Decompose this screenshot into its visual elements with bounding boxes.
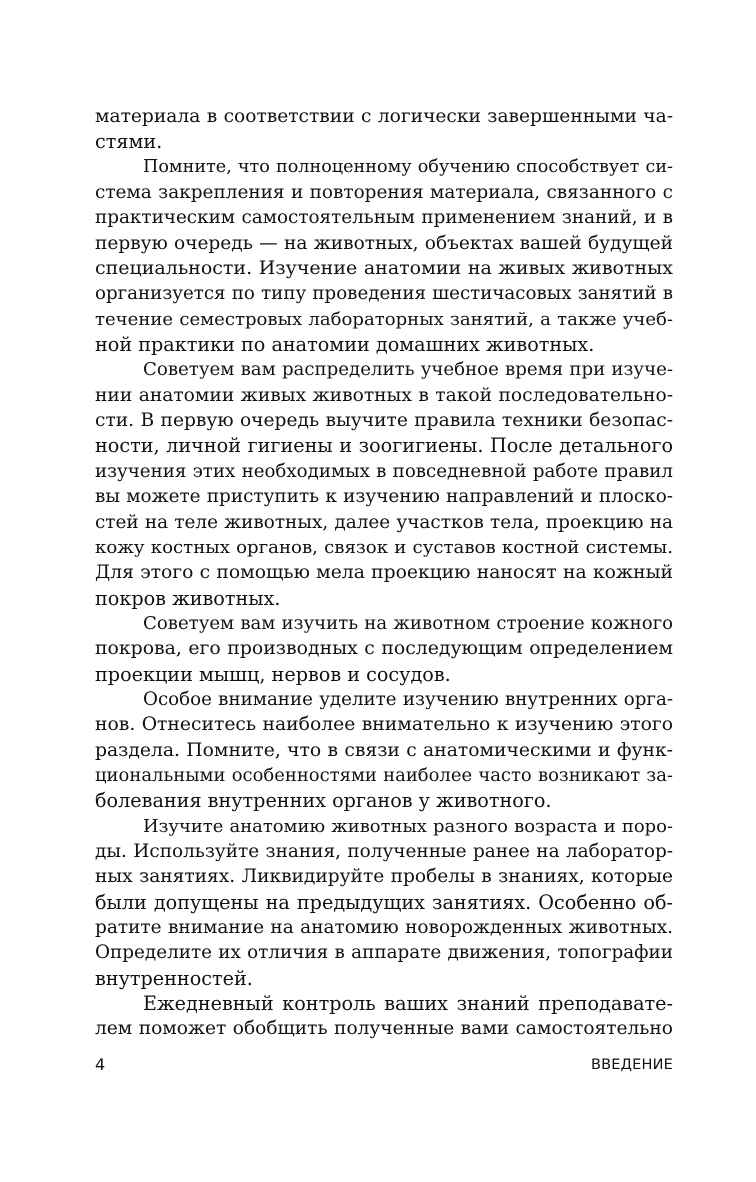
text-line: ности, личной гигиены и зоогигиены. После детального	[95, 434, 673, 458]
page-number: 4	[95, 1055, 106, 1074]
text-line: ратите внимание на анатомию новорожденных животных.	[95, 917, 673, 938]
text-line: циональными особенностями наиболее часто возникают за-	[95, 764, 673, 786]
paragraph	[95, 357, 673, 610]
text-line: болевания внутренних органов у животного.	[95, 789, 552, 813]
paragraph	[95, 611, 673, 687]
text-line: Изучите анатомию животных разного возраста и поро-	[143, 815, 673, 837]
text-line: практическим самостоятельным применением знаний, и в	[95, 207, 673, 229]
text-line: стема закрепления и повторения материала, связанного с	[95, 182, 673, 204]
text-line: ных занятиях. Ликвидируйте пробелы в знаниях, которые	[95, 866, 673, 888]
paragraph	[95, 687, 673, 814]
text-line: изучения этих необходимых в повседневной работе правил	[95, 460, 673, 482]
text-line: проекции мышц, нервов и сосудов.	[95, 662, 451, 686]
body-text	[95, 104, 673, 1042]
text-line: покрова, его производных с последующим определением	[95, 638, 673, 660]
text-line: лем поможет обобщить полученные вами самостоятельно	[95, 1018, 673, 1040]
text-line: раздела. Помните, что в связи с анатомическими и функ-	[95, 739, 673, 761]
page-footer	[95, 1055, 673, 1077]
text-line: покров животных.	[95, 586, 281, 610]
text-line: первую очередь — на животных, объектах вашей будущей	[95, 232, 673, 254]
text-line: Помните, что полноценному обучению способствует си-	[143, 156, 673, 177]
text-line: стями.	[95, 130, 163, 154]
running-head: ВВЕДЕНИЕ	[590, 1057, 673, 1073]
text-line: Для этого с помощью мела проекцию наносят на кожный	[95, 562, 673, 584]
text-line: Ежедневный контроль ваших знаний преподавате-	[143, 992, 673, 1016]
text-line: вы можете приступить к изучению направлений и плоско-	[95, 486, 673, 508]
text-line: были допущены на предыдущих занятиях. Особенно об-	[95, 890, 673, 914]
text-line: Особое внимание уделите изучению внутренних орга-	[143, 688, 673, 710]
text-line: Советуем вам распределить учебное время при изуче-	[143, 359, 673, 381]
paragraph	[95, 155, 673, 358]
text-line: материала в соответствии с логически завершенными ча-	[95, 106, 673, 127]
text-line: нов. Отнеситесь наиболее внимательно к изучению этого	[95, 714, 673, 736]
text-line: течение семестровых лабораторных занятий, а также учеб-	[95, 308, 673, 330]
text-line: Определите их отличия в аппарате движения, топографии	[95, 942, 673, 964]
paragraph	[95, 991, 673, 1042]
paragraph	[95, 104, 673, 155]
text-line: организуется по типу проведения шестичасовых занятий в	[95, 283, 673, 305]
text-line: сти. В первую очередь выучите правила техники безопас-	[95, 410, 673, 432]
text-line: ды. Используйте знания, полученные ранее на лаборатор-	[95, 840, 673, 862]
text-line: внутренностей.	[95, 966, 253, 990]
text-line: ной практики по анатомии домашних животных.	[95, 333, 595, 357]
paragraph	[95, 814, 673, 991]
text-line: специальности. Изучение анатомии на живых животных	[95, 257, 673, 280]
text-line: стей на теле животных, далее участков тела, проекцию на	[95, 511, 673, 533]
text-line: кожу костных органов, связок и суставов костной системы.	[95, 536, 673, 558]
text-line: нии анатомии живых животных в такой последовательно-	[95, 384, 673, 406]
text-line: Советуем вам изучить на животном строение кожного	[143, 612, 673, 634]
